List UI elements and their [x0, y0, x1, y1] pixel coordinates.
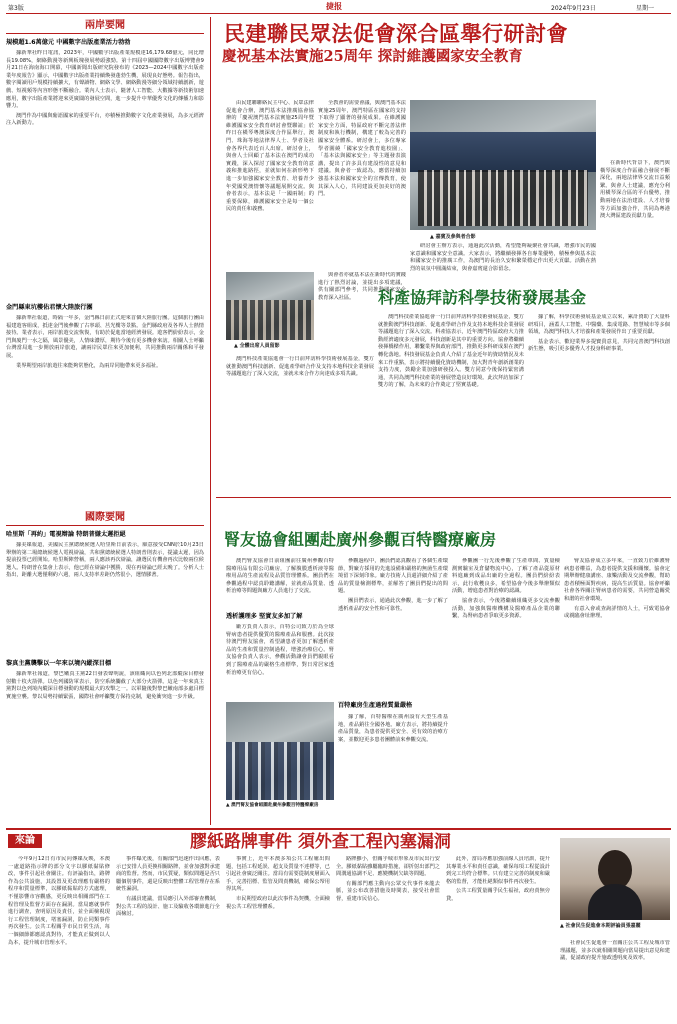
opinion-headline: 膠紙路牌事件 須外查工程內塞漏洞: [190, 832, 451, 852]
tech-body-col1: 澳門科技產業協進會一行日前拜訪科學技術發展基金，雙方就推動澳門科技創新、促進產學研合作及支持本地科技企業發展等議題進行了深入交流，並就未來合作方向達成多項共識。: [226, 356, 374, 378]
factory-visit-photo: [226, 702, 334, 800]
feature-body-col2: 全教會的需要會議，與澳門基本法實施25周年，澳門特區在國家的支持下取得了顯著的發展成果。在維護國家安全方面，特區政府不斷完善法律制度和執行機制，構建了較為完善的國家安全體系。研討會上，多位專家學者圍繞「國家安全教育進校園」、「基本法與國家安全」等主題發表演講，提出了許多具有建設性的意見和建議。與會者一致認為，應當持續加強基本法和國家安全的宣傳教育，使其深入人心，共同建設更加美好的澳門。: [318, 100, 406, 198]
opinion-body-col2: 事件曝光後，有關部門迅速作出回應，表示已安排人員更換相關路牌，並會加強對承建商的監督。然而，市民質疑，類似問題是否只屬個別事件，還是反映出整體工程管理存在系統性漏洞。 有議員建議，當局應引入外部審查機制，對公共工程的設計、施工及驗收各環節進行全面檢討。: [116, 856, 220, 918]
attendees-photo: [226, 272, 314, 340]
group-photo: [410, 100, 596, 230]
medical-body-col2: 參觀過程中，團員們認真觀看了各個生產環節，對廠方採用的先進設備和嚴格的無菌生產環境留下深刻印象。廠方技術人員還詳細介紹了產品的質量檢測標準，並解答了團員們提出的問題。 團員們表示，通過此次參觀，進一步了解了透析產品的安全性和可靠性。: [338, 558, 448, 612]
section-title-international: 國際要聞: [6, 511, 204, 526]
feature-body-col1: 由民建聯聯絡民主中心、民眾法律促進會合辦，澳門基本法推廣協會協辦的「慶祝澳門基本法實施25周年暨維護國家安全教育研討會暨聯誼」於昨日在橫琴粵澳深度合作區舉行，澳門、珠海等地法律界人士、學者及社會各界代表近百人出席。研討會上，與會人士回顧了基本法在澳門的成功實踐，深入探討了國家安全教育的意義和推進路徑，並就如何在新形勢下進一步加強國家安全教育、培養青少年愛國愛澳情懷等議題展開交流。與會者表示，基本法是「一國兩制」的重要保障，維護國家安全是每一個公民的責任和義務。: [226, 100, 314, 213]
tech-body-col3: 據了解，科學技術發展基金成立以來，累計資助了大量科研項目，涵蓋人工智能、中醫藥、集成電路、智慧城市等多個領域，為澳門科技人才培養和產業發展作出了重要貢獻。 基金表示，歡迎業界多提寶貴意見，共同完善澳門科技創新生態，吸引更多優秀人才投身科研事業。: [528, 314, 670, 353]
medical-body-col3: 參觀團一行先後參觀了生產車間、質量檢測實驗室及倉儲物流中心，了解了產品從原材料進廠到成品出廠的全過程。團員們紛紛表示，此行收穫良多，希望協會今後多舉辦類似活動，增進患者對治療的認識。 協會表示，今後將繼續組織更多交流參觀活動，加強與醫療機構及醫療產品企業的聯繫，為腎病患者爭取更多資源。: [452, 558, 560, 620]
opinion-tag: 來論: [8, 834, 42, 848]
medical-subhead: 百特廠房生產過程質量嚴格: [338, 702, 413, 709]
medical-subhead: 透析護理多 堅實友多加了解: [226, 613, 303, 620]
tech-headline: 科產協拜訪科學技術發展基金: [378, 288, 587, 307]
article-body: 據新華社報道，黎巴嫩真主黨22日發表聲明說，該組織向以色列北部縱深目標發射數十枚火箭彈。以色列國防軍表示，防空系統攔截了大部分火箭彈。這是一年來真主黨對以色列境內縱深目標發動的規模最大的攻擊之一。以軍隨後對黎巴嫩南部多處目標實施空襲。黎以局勢持續緊張，國際社會呼籲雙方保持克制，避免衝突進一步升級。: [6, 671, 204, 700]
medical-body-col1: 澳門腎友協會日前組團前往廣州參觀百特醫療用品有限公司廠房，了解腹膜透析液等醫療用品的生產流程及品質管理體系。團員們在參觀過程中認真聆聽講解，並就產品質量、透析治療等問題與廠方人員進行了交流。: [226, 558, 334, 595]
medical-body-col1b: 廠方負責人表示，百特公司致力於為全球腎病患者提供優質的醫療產品和服務。此次接待澳門腎友協會，希望讓患者更加了解透析產品的生產和質量控制過程，增強治療信心。腎友協會負責人表示，參觀活動讓會員們親眼看到了醫療產品的嚴格生產標準，對日常居家透析治療更有信心。: [226, 624, 334, 676]
opinion-body-col6: 社會民生促進會一直關注公共工程及城市管理議題，並多次就相關問題向當局提出意見和建議，促請政府提升施政透明度及效率。: [560, 940, 670, 962]
masthead-logo: 捷报: [326, 1, 342, 11]
article-body: 據美媒報道，美國民主黨總統候選人哈里斯日前表示，願意接受CNN於10月23日舉辦的第二場總統候選人電視辯論，共和黨總統候選人特朗普則表示，提議太遲，因為提前投票已經開始。哈里斯陣營稱，兩人應該再次辯論，讓選民有機會再次比較兩位候選人。特朗普在集會上表示，他已經在辯論中獲勝，現在再辯論已經太晚了。分析人士指出，距離大選僅剩約六週，兩人支持率差距仍然很小，選情膠著。: [6, 542, 204, 579]
feature-headline: 民建聯民眾法促會深合區舉行研討會: [224, 21, 568, 46]
medical-body-col4: 腎友協會成立多年來，一直致力於維護腎病患者權益，為患者提供支援和關懷。協會定期舉辦健康講座、康樂活動及交流參觀，幫助患者積極面對疾病，提高生活質量。協會呼籲社會各界關注腎病患者的需要，共同營造關愛和諧的社會環境。 有意入會或查詢詳情的人士，可致電協會或親臨會址辦理。: [564, 558, 670, 620]
photo-caption: ▲ 澳門腎友協會組團赴廣州參觀百特醫療廠房: [226, 803, 319, 808]
feature-body-col3: 研討會主辦方表示，通過此次活動，希望能夠凝聚社會共識，增強市民的國家意識和國家安全意識。大家表示，將繼續發揮各自專業優勢，積極參與基本法和國家安全的推廣工作，為澳門的長治久安和繁榮穩定作出更大貢獻。活動在熱烈的氣氛中圓滿結束，與會嘉賓還合影留念。: [410, 243, 596, 272]
article-headline: 規模超1.6萬億元 中國數字出版產業活力勃勃: [6, 39, 131, 46]
article-body: 據新華社昨日電訊，2023年，中國數字出版產業規模達16,179.68億元，同比增長19.08%，網絡動漫等新興板塊發展勢頭強勁。第十四屆中國國際數字出版博覽會9月21日在海南海口開幕，中國新聞出版研究院發布的《2023—2024中國數字出版產業年度報告》顯示，中國數字出版產業持續煥發蓬勃生機，展現良好態勢。報告指出，數字閱讀用戶規模持續擴大，有聲讀物、網絡文學、網絡動漫等細分領域持續創新，遊戲、短視頻等內容形態不斷融合。業內人士表示，隨著人工智能、大數據等新技術加速應用，數字出版產業將迎來更廣闊的發展空間，進一步提升中華優秀文化的傳播力和影響力。 澳門作為中國與葡語國家的重要平台，亦積極推動數字文化產業發展，為多元經濟注入新動力。: [6, 50, 204, 127]
medical-divider: [216, 497, 671, 498]
opinion-body-col5: 此外，當局亦應加強前線人員培訓，提升其專業水平和責任意識，確保每項工程從設計到完工均符合標準。只有建立完善的制度和嚴格的監督，才能杜絕類似事件再次發生。 公共工程質量關乎民生福祉，政府責無旁貸。: [446, 856, 550, 902]
tech-body-col2: 澳門科技產業協進會一行日前拜訪科學技術發展基金，雙方就推動澳門科技創新、促進產學研合作及支持本地科技企業發展等議題進行了深入交流。科產協表示，近年澳門特區政府大力推動經濟適度多元發展，科技創新是其中的重要方向。協會將繼續發揮橋樑作用，聯繫業界與政府部門，推動更多科研成果在澳門轉化落地。科技發展基金負責人介紹了基金近年的資助情況及未來工作重點，表示將持續優化資助機制，加大對青年創新創業的支持力度，鼓勵企業加強研發投入。雙方同意今後保持緊密溝通，共同為澳門科技產業的發展營造良好環境。此次拜訪加深了雙方的了解，為未來的合作奠定了堅實基礎。: [378, 314, 524, 389]
feature-body-col4: 與會者亦就基本法在新時代的實踐進行了熱烈討論，並提出多項建議，供有關部門參考，共同推動國家安全教育深入社區。: [318, 272, 406, 301]
opinion-body-col1: 今年9月12日有市民向傳媒反映，本澳一處道路指示牌的部分文字以膠紙黏貼修改，事件引起社會關注。有評論指出，路牌作為公共設施，其設置及更改理應有嚴格的程序和質量標準，以膠紙黏貼的方式處理，不僅影響市容觀感，更反映出相關部門在工程管理及監督方面存在漏洞。當局應就事件進行調查，查明原因及責任，並全面檢視現行工程管理制度，堵塞漏洞，防止同類事件再次發生。公共工程關乎市民日常生活，每一個細節都應認真對待，才能真正做到以人為本，提升城市管理水平。: [8, 856, 110, 946]
opinion-body-col4: 路牌雖小，但關乎城市形象及市民出行安全。膠紙黏貼雖屬臨時措施，卻折射出部門之間溝通協調不足、應變機制欠缺等問題。 有關部門應主動向公眾交代事件來龍去脈，並公布改善措施及時間表，接受社會監督，重建市民信心。: [336, 856, 440, 902]
article-headline: 金門縣東坑樓佑君懷大陸旅行團: [6, 304, 93, 311]
left-column: [6, 17, 211, 825]
section-title-cross-strait: 兩岸要聞: [6, 19, 204, 34]
page-header: [6, 0, 671, 14]
photo-caption: ▲ 嘉賓及參與者合影: [430, 234, 476, 240]
issue-date: 2024年9月23日: [551, 5, 596, 12]
footer-divider: [6, 828, 671, 830]
feature-side-column: 在新時代背景下，澳門與橫琴深度合作區融合發展不斷深化，兩地法律界交流日益頻繁。與會人士建議，應充分利用橫琴深合區的平台優勢，推動兩地在法治建設、人才培養等方面加強合作，共同為粵港澳大灣區建設貢獻力量。: [600, 160, 670, 220]
columnist-photo: [560, 838, 670, 920]
article-body: 據新華社報道，時隔一年多，金門縣日前正式迎來首個大陸旅行團。這個旅行團由福建遊客組成，抵達金門後參觀了古寧頭、莒光樓等景點。金門縣政府及各界人士熱情接待。業者表示，兩岸旅遊交流恢復，有助於促進當地經濟發展。遊客們紛紛表示，金門與廈門一水之隔，風景優美，人情味濃厚，期待今後有更多機會來訪。相關人士呼籲台灣當局進一步開放兩岸旅遊，讓兩岸民眾往來更加便利，共同推動兩岸關係和平發展。 業界期望兩岸旅遊往來能夠常態化，為兩岸同胞帶來更多福祉。: [6, 315, 204, 369]
photo-caption: ▲ 全體出席人員留影: [234, 343, 280, 349]
opinion-body-col3: 事實上，近年本澳多項公共工程屢出問題，包括工程延誤、超支及質量不達標等，已引起社會廣泛關注。當局有需要從制度層面入手，完善招標、監管及問責機制，確保公帑用得其所。 市民期望政府以此次事件為契機，全面檢視公共工程管理體系。: [226, 856, 330, 910]
weekday: 星期一: [636, 5, 655, 12]
article-headline: 哈里斯「再約」電視辯論 特朗普嫌太遲拒絕: [6, 531, 126, 538]
medical-body-col2b: 據了解，百特醫療在廣州設有大型生產基地，產品銷往全國各地。廠方表示，將持續提升產品質量，為患者提供更安全、更有效的治療方案，並歡迎更多患者團體前來參觀交流。: [338, 714, 448, 743]
page-number: 第3版: [8, 5, 24, 12]
article-headline: 黎真主黨襲擊以一年來以境內縱深目標: [6, 660, 112, 667]
columnist-caption: ▲ 社會民生促進會本期評論員張嘉麗: [560, 923, 641, 929]
feature-subheadline: 慶祝基本法實施25周年 探討維護國家安全教育: [222, 48, 523, 65]
medical-headline: 腎友協會組團赴廣州參觀百特醫療廠房: [224, 530, 497, 549]
